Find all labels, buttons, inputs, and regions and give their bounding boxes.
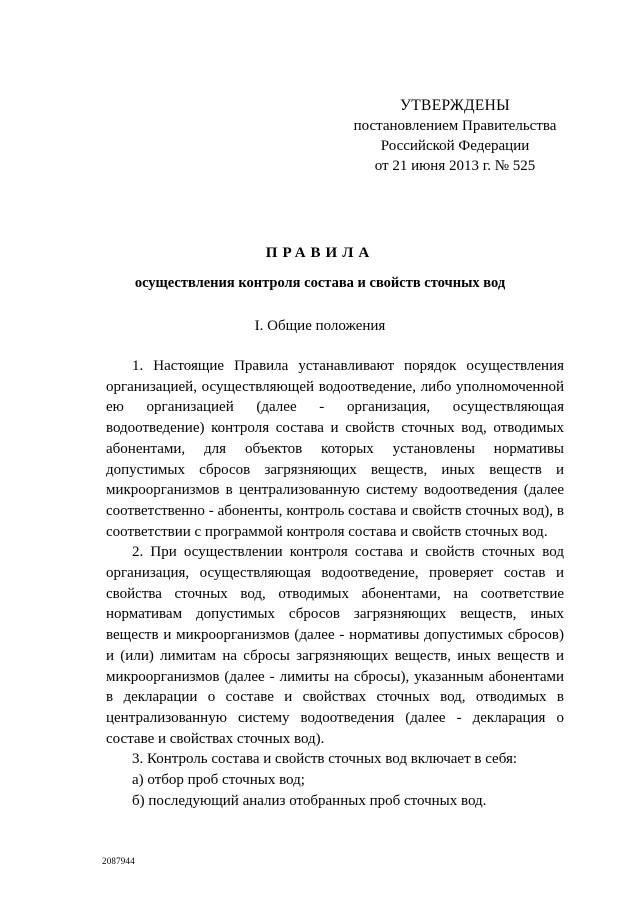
document-code: 2087944 bbox=[102, 856, 135, 866]
list-item-b: б) последующий анализ отобранных проб сточных вод. bbox=[132, 792, 487, 809]
paragraph-1: 1. Настоящие Правила устанавливают порядок осуществления организацией, осуществляющей водоотведение, либо уполномоченной ею организацией (далее - организация, осуществляющая водоотведение) контроля состава и свойств сточных вод, отводимых абонентами, для объектов которых установлены нормативы допустимых сбросов загрязняющих веществ, иных веществ и микроорганизмов в централизованную систему водоотведения (далее соответственно - абоненты, контроль состава и свойств сточных вод), в соответствии с программой контроля состава и свойств сточных вод. bbox=[106, 358, 564, 540]
section-heading: I. Общие положения bbox=[254, 318, 386, 334]
paragraph-2: 2. При осуществлении контроля состава и свойств сточных вод организация, осуществляющая водоотведение, проверяет состав и свойства сточных вод, отводимых абонентами, на соответствие нормативам допустимых сбросов загрязняющих веществ, иных веществ и микроорганизмов (далее - нормативы допустимых сбросов) и (или) лимитам на сбросы загрязняющих веществ, иных веществ и микроорганизмов (далее - лимиты на сбросы), указанным абонентами в декларации о составе и свойствах сточных вод, отводимых в централизованную систему водоотведения (далее - декларация о составе и свойствах сточных вод). bbox=[106, 544, 564, 747]
approval-line-resolution: постановлением Правительства bbox=[353, 118, 557, 134]
approval-title: УТВЕРЖДЕНЫ bbox=[400, 97, 510, 114]
approval-block bbox=[330, 96, 580, 176]
approval-line-date: от 21 июня 2013 г. № 525 bbox=[374, 158, 536, 174]
document-title: ПРАВИЛА bbox=[265, 245, 375, 261]
paragraph-3: 3. Контроль состава и свойств сточных вод включает в себя: bbox=[132, 751, 518, 768]
document-body bbox=[106, 356, 564, 811]
approval-line-federation: Российской Федерации bbox=[380, 138, 530, 154]
document-subtitle: осуществления контроля состава и свойств сточных вод bbox=[134, 275, 506, 291]
list-item-a: а) отбор проб сточных вод; bbox=[132, 772, 305, 789]
